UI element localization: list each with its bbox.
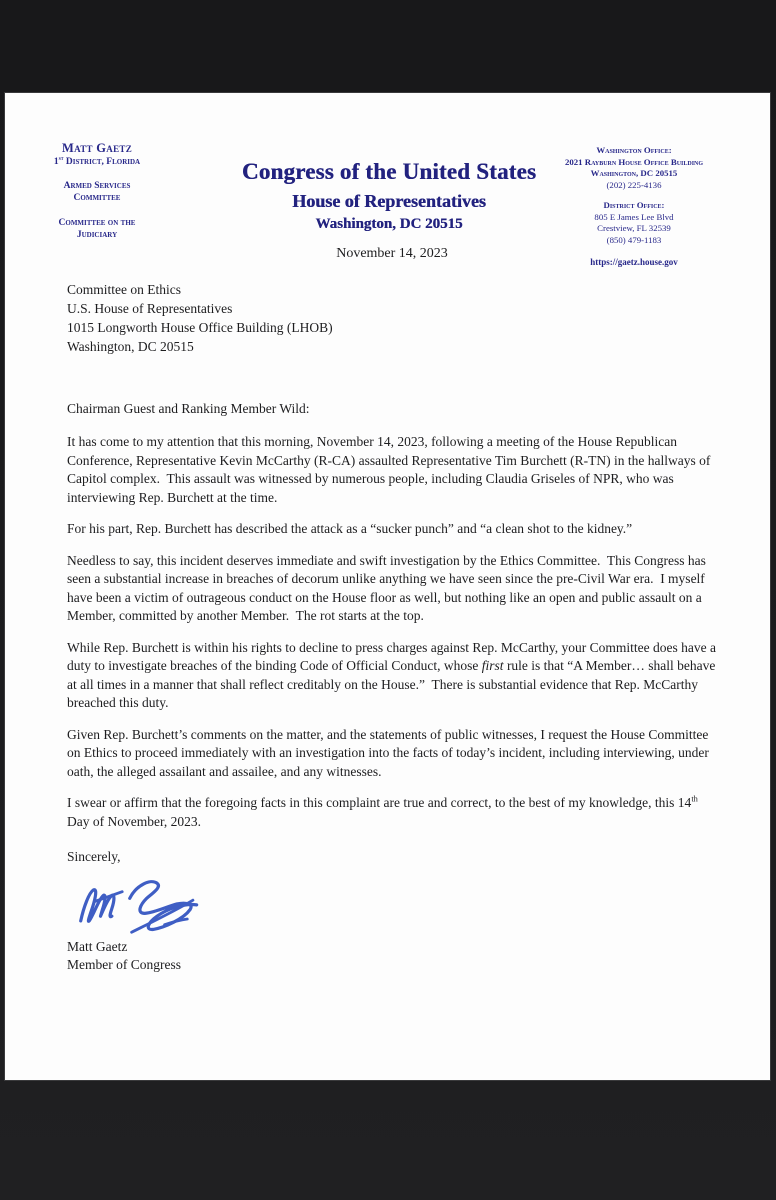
- paragraph-incident: It has come to my attention that this morning, November 14, 2023, following a meeting of the House Republican Conference, Representative Kevin McCarthy (R-CA) assaulted Representative Tim Burchett (R-TN) in the hallways of Capitol complex. This assault was witnessed by numerous people, including Claudia Griseles of NPR, who was interviewing Rep. Burchett at the time.: [67, 434, 714, 505]
- masthead-line2: House of Representatives: [292, 191, 486, 211]
- masthead-line3: Washington, DC 20515: [315, 216, 463, 232]
- signer-title: Member of Congress: [67, 957, 181, 972]
- signature-image: [69, 870, 215, 936]
- letter-page: [4, 92, 771, 1081]
- italic-first: first: [481, 658, 504, 673]
- signature-stroke-gaetz: [130, 881, 197, 929]
- paragraph-duty: While Rep. Burchett is within his rights to decline to press charges against Rep. McCarthy, your Committee does have a duty to investigate breaches of the binding Code of Official Conduct, whose first rule is that “A Member… shall behave at all times in a manner that shall reflect creditably on the House.” There is substantial evidence that Rep. McCarthy breached this duty.: [67, 639, 720, 710]
- paragraph-request: Given Rep. Burchett’s comments on the matter, and the statements of public witnesses, I request the House Committee on Ethics to proceed immediately with an investigation into the facts of today’s incident, including interviewing, under oath, the alleged assailant and assailee, and any witnesses.: [67, 726, 713, 779]
- paragraph-quote: For his part, Rep. Burchett has described the attack as a “sucker punch” and “a clean shot to the kidney.”: [67, 521, 633, 536]
- masthead-line1: Congress of the United States: [241, 159, 537, 184]
- washington-office-address2: Washington, DC 20515: [590, 168, 678, 178]
- signature-stroke-matt: [81, 889, 114, 921]
- member-district: 1st District, Florida: [53, 155, 141, 167]
- washington-office-address1: 2021 Rayburn House Office Building: [564, 156, 704, 167]
- washington-office-phone: (202) 225-4136: [606, 179, 662, 190]
- member-name: Matt Gaetz: [62, 141, 132, 155]
- district-office-address2: Crestview, FL 32539: [597, 223, 671, 233]
- signer-name: Matt Gaetz: [67, 938, 128, 954]
- salutation: Chairman Guest and Ranking Member Wild:: [67, 400, 310, 416]
- district-office-label: District Office:: [603, 200, 665, 210]
- recipient-line: 1015 Longworth House Office Building (LHOB): [67, 319, 333, 335]
- letter-date: November 14, 2023: [336, 246, 448, 261]
- paragraph-decorum: Needless to say, this incident deserves immediate and swift investigation by the Ethics Committee. This Congress has seen a substantial increase in breaches of decorum unlike anything we have seen since the pre-Civil War era. I myself have been a victim of outrageous conduct on the House floor as well, but nothing like an open and public assault on a Member, committed by another Member. The rot starts at the top.: [67, 552, 710, 623]
- recipient-address-block: [67, 280, 717, 356]
- recipient-line: Committee on Ethics: [67, 281, 181, 297]
- recipient-line: Washington, DC 20515: [67, 338, 194, 354]
- closing: Sincerely,: [67, 849, 121, 864]
- paragraph-oath: I swear or affirm that the foregoing facts in this complaint are true and correct, to the best of my knowledge, this 14th Day of November, 2023.: [67, 794, 702, 829]
- district-office-address1: 805 E James Lee Blvd: [594, 211, 674, 222]
- recipient-line: U.S. House of Representatives: [67, 300, 233, 316]
- letter-content: [67, 93, 720, 975]
- district-office-phone: (850) 479-1183: [606, 234, 662, 245]
- committee-judiciary: Committee on the Judiciary: [58, 218, 136, 240]
- washington-office-label: Washington Office:: [596, 145, 672, 155]
- website-link: https://gaetz.house.gov: [590, 257, 678, 267]
- committee-armed-services: Armed Services Committee: [63, 181, 131, 203]
